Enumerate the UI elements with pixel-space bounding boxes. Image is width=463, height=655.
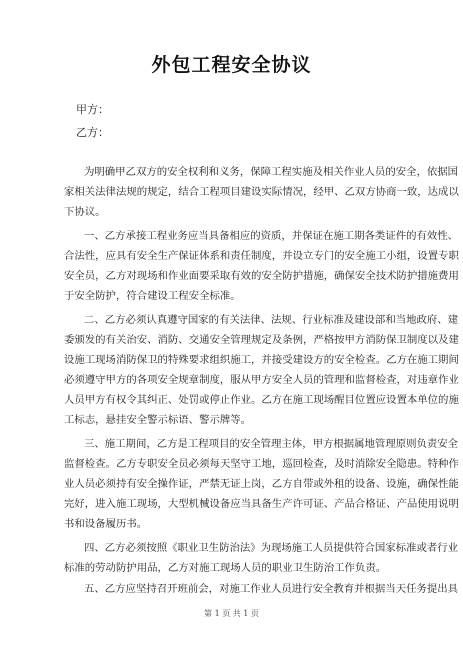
clause-2-line: 人员甲方有权令其纠正、处罚或停止作业。乙方在施工现场醒目位置应设置本单位的施 xyxy=(64,394,459,406)
clause-1-line: 一、乙方承接工程业务应当具备相应的资质，并保证在施工期各类证件的有效性、 xyxy=(84,230,459,242)
paragraph-intro-line: 为明确甲乙双方的安全权利和义务，保障工程实施及相关作业人员的安全，依据国 xyxy=(84,166,459,178)
clause-4-line: 四、乙方必须按照《职业卫生防治法》为现场施工人员提供符合国家标准或者行业 xyxy=(84,542,459,554)
clause-3-line: 业人员必须持有安全操作证，严禁无证上岗，乙方自带或外租的设备、设施，确保性能 xyxy=(64,478,459,490)
clause-4-line: 标准的劳动防护用品，乙方对施工现场人员的职业卫生防治工作负责。 xyxy=(64,562,387,574)
clause-1-line: 安全员，乙方对现场和作业面要采取有效的安全防护措施，确保安全技术防护措施费用 xyxy=(64,270,459,282)
party-b-label: 乙方： xyxy=(76,126,109,139)
clause-3-line: 三、施工期间，乙方是工程项目的安全管理主体，甲方根据属地管理原则负责安全 xyxy=(84,438,459,450)
clause-3-line: 完好，进入施工现场，大型机械设备应当具备生产许可证、产品合格证、产品使用说明 xyxy=(64,498,459,510)
clause-2-line: 二、乙方必须认真遵守国家的有关法律、法规、行业标准及建设部和当地政府、建 xyxy=(84,314,459,326)
clause-2-line: 设施工现场消防保卫的特殊要求组织施工，并接受建设方的安全检查。乙方在施工期间 xyxy=(64,354,459,366)
document-title: 外包工程安全协议 xyxy=(151,54,312,76)
party-a-label: 甲方： xyxy=(76,103,109,116)
clause-1-line: 于安全防护，符合建设工程安全标准。 xyxy=(64,290,241,302)
clause-5-line: 五、乙方应坚持召开班前会，对施工作业人员进行安全教育并根据当天任务提出具 xyxy=(84,583,459,595)
paragraph-intro-line: 家相关法律法规的规定，结合工程项目建设实际情况，经甲、乙双方协商一致，达成以 xyxy=(64,186,459,198)
clause-3-line: 书和设备履历书。 xyxy=(64,518,148,530)
clause-2-line: 工标志，悬挂安全警示标语、警示牌等。 xyxy=(64,414,252,426)
clause-2-line: 必须遵守甲方的各项安全规章制度，服从甲方安全人员的管理和监督检查，对违章作业 xyxy=(64,374,459,386)
clause-3-line: 监督检查。乙方专职安全员必须每天坚守工地，巡回检查，及时消除安全隐患。特种作 xyxy=(64,458,459,470)
page-footer: 第 1 页 共 1 页 xyxy=(204,609,259,618)
paragraph-intro-line: 下协议。 xyxy=(64,206,106,218)
clause-2-line: 委颁发的有关治安、消防、交通安全管理规定及条例，严格按甲方消防保卫制度以及建 xyxy=(64,334,459,346)
clause-1-line: 合法性，应具有安全生产保证体系和责任制度，并设立专门的安全施工小组，设置专职 xyxy=(64,250,459,262)
